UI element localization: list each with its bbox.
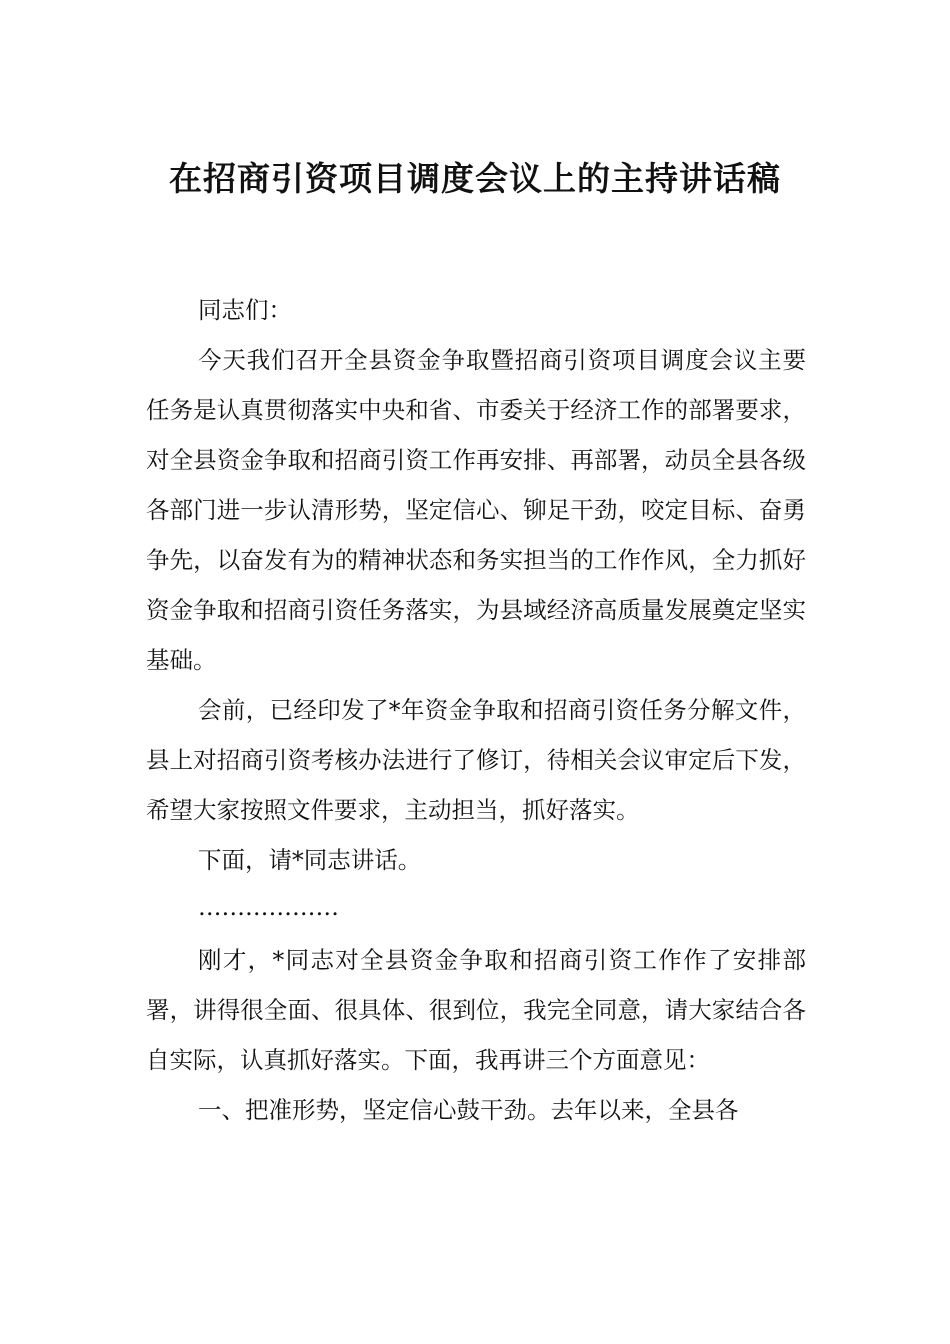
paragraph-opening: 今天我们召开全县资金争取暨招商引资项目调度会议主要任务是认真贯彻落实中央和省、市委关于经济工作的部署要求，对全县资金争取和招商引资工作再安排、再部署，动员全县各级各部门进一步认清形势，坚定信心、铆足干劲，咬定目标、奋勇争先，以奋发有为的精神状态和务实担当的工作作风，全力抓好资金争取和招商引资任务落实，为县域经济高质量发展奠定坚实基础。 bbox=[146, 346, 806, 674]
paragraph-invite-speech: 下面，请*同志讲话。 bbox=[198, 846, 422, 874]
salutation: 同志们： bbox=[198, 296, 292, 324]
document-body bbox=[146, 285, 806, 1135]
separator-ellipsis: ……………… bbox=[198, 893, 339, 921]
paragraph-section-one: 一、把准形势，坚定信心鼓干劲。去年以来，全县各 bbox=[198, 1096, 739, 1124]
paragraph-response: 刚才，*同志对全县资金争取和招商引资工作作了安排部署，讲得很全面、很具体、很到位，我完全同意，请大家结合各自实际，认真抓好落实。下面，我再讲三个方面意见： bbox=[146, 946, 806, 1074]
paragraph-pre-meeting: 会前，已经印发了*年资金争取和招商引资任务分解文件，县上对招商引资考核办法进行了修订，待相关会议审定后下发，希望大家按照文件要求，主动担当，抓好落实。 bbox=[146, 696, 806, 824]
document-title: 在招商引资项目调度会议上的主持讲话稿 bbox=[169, 159, 781, 198]
